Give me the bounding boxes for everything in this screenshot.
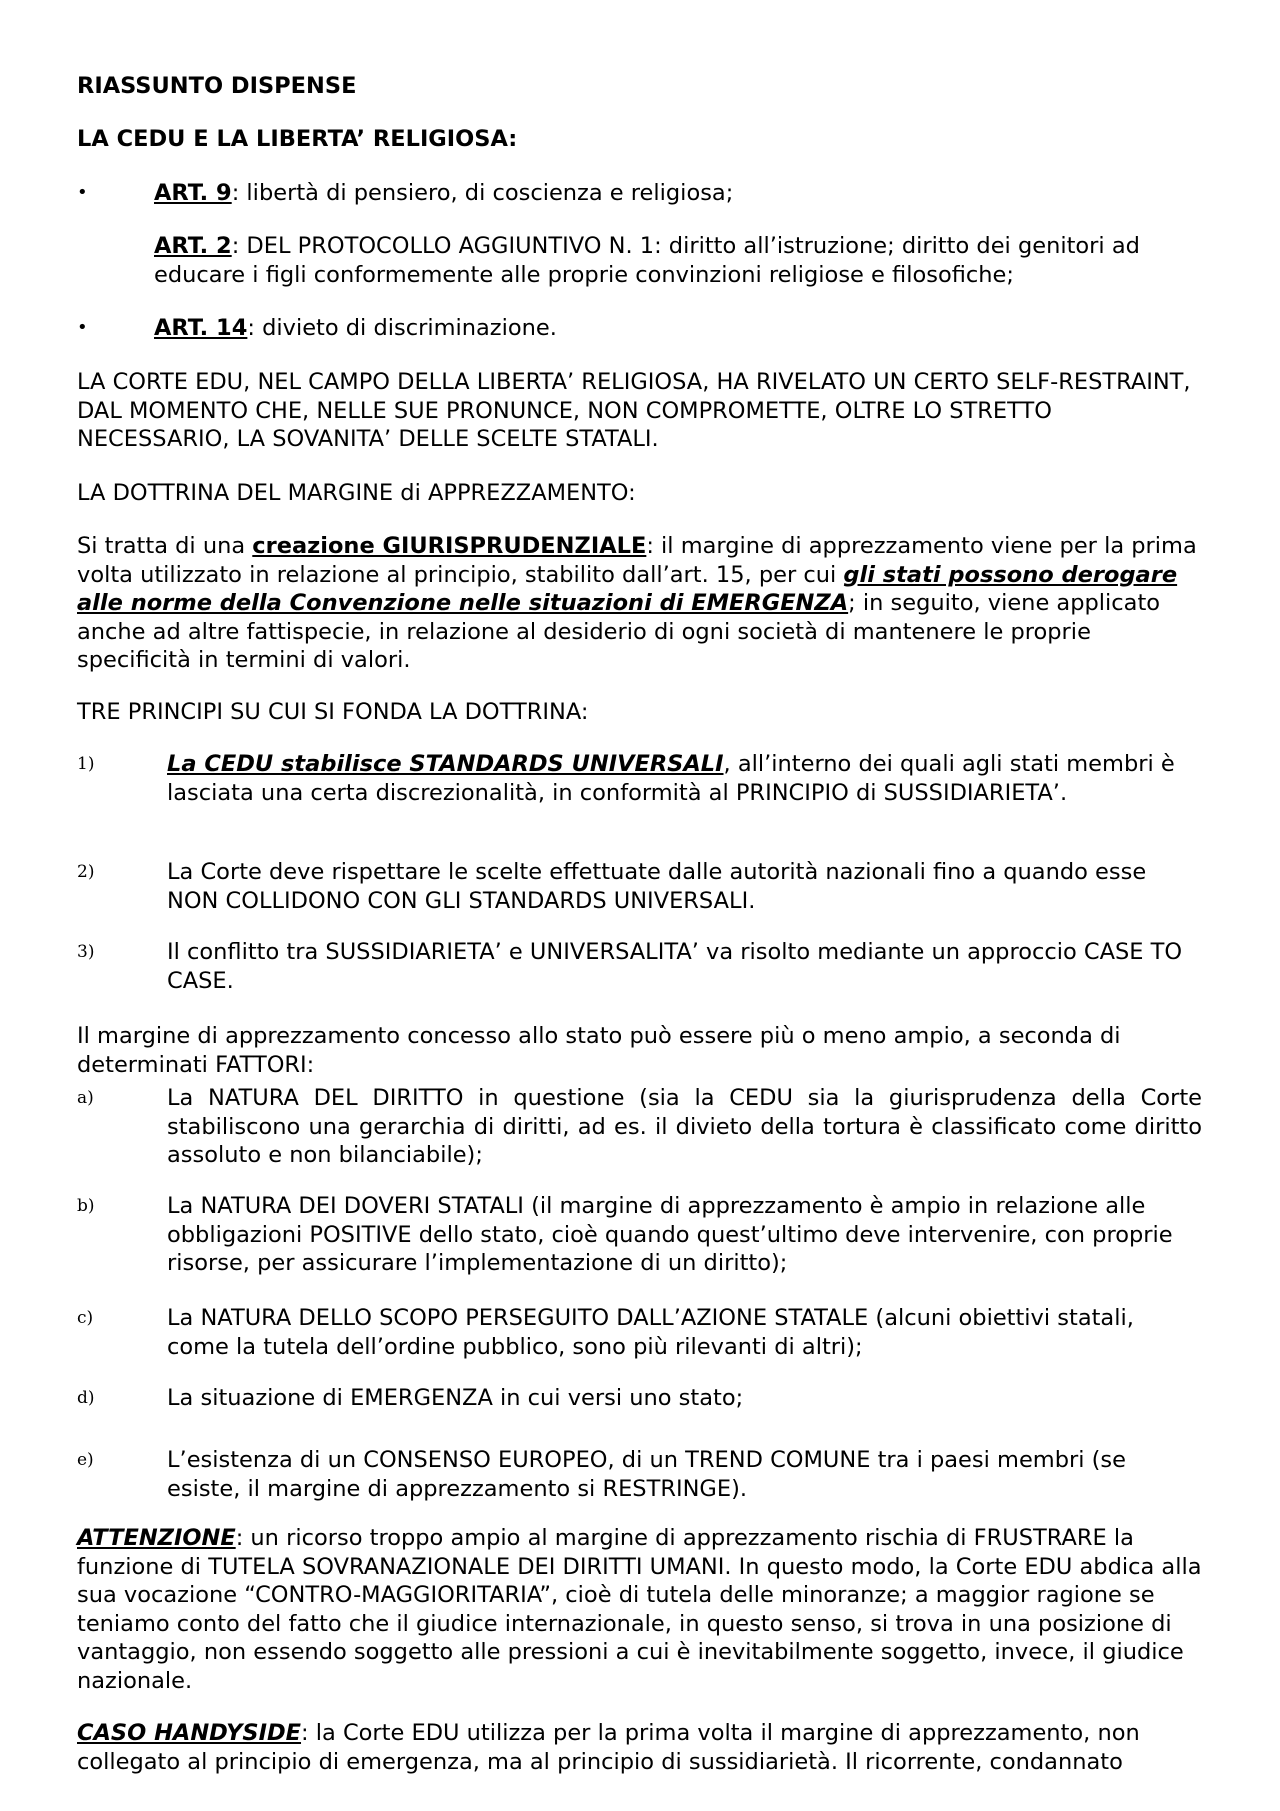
article-text — [154, 314, 1202, 343]
document-title: RIASSUNTO DISPENSE — [77, 73, 357, 99]
attenzione-paragraph — [77, 1524, 1202, 1695]
article-ref: ART. 2 — [154, 233, 232, 259]
principle-body: , all’interno dei quali agli stati membri è lasciata una certa discrezionalità, in conformità al PRINCIPIO di SUSSIDIARIETA’. — [167, 751, 1175, 806]
self-restraint-paragraph: LA CORTE EDU, NEL CAMPO DELLA LIBERTA’ RELIGIOSA, HA RIVELATO UN CERTO SELF-RESTRAINT, DAL MOMENTO CHE, NELLE SUE PRONUNCE, NON COMPROMETTE, OLTRE LO STRETTO NECESSARIO, LA SOVANITA’ DELLE SCELTE STATALI. — [77, 369, 1191, 452]
list-marker: a) — [77, 1088, 94, 1108]
attenzione-label: ATTENZIONE — [77, 1525, 236, 1551]
margin-text: ; in seguito, viene applicato anche ad altre fattispecie, in relazione al desiderio di ogni società di mantenere le proprie specificità in termini di valori. — [77, 590, 1161, 673]
factors-intro: Il margine di apprezzamento concesso allo stato può essere più o meno ampio, a seconda di determinati FATTORI: — [77, 1023, 1121, 1078]
factor-text: La NATURA DEL DIRITTO in questione (sia la CEDU sia la giurisprudenza della Corte stabiliscono una gerarchia di diritti, ad es. il divieto della tortura è classificato come diritto assoluto e non bilanciabile); — [167, 1085, 1202, 1168]
factor-text: La NATURA DELLO SCOPO PERSEGUITO DALL’AZIONE STATALE (alcuni obiettivi statali, come la tutela dell’ordine pubblico, sono più rilevanti di altri); — [167, 1305, 1134, 1360]
handyside-paragraph — [77, 1719, 1202, 1776]
factor-text: La NATURA DEI DOVERI STATALI (il margine di apprezzamento è ampio in relazione alle obbligazioni POSITIVE dello stato, cioè quando quest’ultimo deve intervenire, con proprie risorse, per assicurare l’implementazione di un diritto); — [167, 1193, 1173, 1276]
principle-text — [167, 750, 1202, 807]
section-heading: LA CEDU E LA LIBERTA’ RELIGIOSA: — [77, 126, 518, 152]
article-desc: : libertà di pensiero, di coscienza e religiosa; — [231, 180, 734, 206]
list-marker: c) — [77, 1308, 94, 1328]
list-marker: 3) — [77, 942, 95, 962]
principle-emphasis: La CEDU stabilisce STANDARDS UNIVERSALI — [167, 751, 724, 777]
factor-text: L’esistenza di un CONSENSO EUROPEO, di un TREND COMUNE tra i paesi membri (se esiste, il margine di apprezzamento si RESTRINGE). — [167, 1447, 1126, 1502]
article-text — [154, 232, 1202, 289]
list-marker: d) — [77, 1388, 95, 1408]
handyside-label: CASO HANDYSIDE — [77, 1720, 302, 1746]
margin-heading: LA DOTTRINA DEL MARGINE di APPREZZAMENTO: — [77, 480, 636, 506]
bullet-marker: • — [77, 317, 88, 338]
margin-paragraph — [77, 532, 1202, 675]
list-marker: 1) — [77, 754, 95, 774]
article-desc: : DEL PROTOCOLLO AGGIUNTIVO N. 1: diritto all’istruzione; diritto dei genitori ad educare i figli conformemente alle proprie convinzioni religiose e filosofiche; — [154, 233, 1140, 288]
margin-text: Si tratta di una — [77, 533, 253, 559]
article-text — [154, 179, 1202, 208]
list-marker: e) — [77, 1450, 94, 1470]
principle-text: La Corte deve rispettare le scelte effettuate dalle autorità nazionali fino a quando esse NON COLLIDONO CON GLI STANDARDS UNIVERSALI. — [167, 859, 1147, 914]
article-ref: ART. 9 — [154, 180, 232, 206]
margin-emphasis: alle norme della Convenzione nelle situazioni di EMERGENZA — [77, 590, 849, 616]
bullet-marker: • — [77, 182, 88, 203]
article-ref: ART. 14 — [154, 315, 248, 341]
article-desc: : divieto di discriminazione. — [247, 315, 557, 341]
list-marker: 2) — [77, 862, 95, 882]
margin-emphasis: creazione GIURISPRUDENZIALE — [252, 533, 647, 559]
factor-text: La situazione di EMERGENZA in cui versi uno stato; — [167, 1385, 744, 1411]
principle-text: Il conflitto tra SUSSIDIARIETA’ e UNIVERSALITA’ va risolto mediante un approccio CASE TO CASE. — [167, 939, 1183, 994]
margin-text: : il margine di apprezzamento viene per la prima volta utilizzato in relazione al principio, stabilito dall’art. 15, per cui — [77, 533, 1197, 588]
principles-heading: TRE PRINCIPI SU CUI SI FONDA LA DOTTRINA: — [77, 699, 589, 725]
margin-emphasis: gli stati possono derogare — [843, 561, 1178, 588]
handyside-text: : la Corte EDU utilizza per la prima volta il margine di apprezzamento, non collegato al principio di emergenza, ma al principio di sussidiarietà. Il ricorrente, condannato — [77, 1720, 1140, 1775]
list-marker: b) — [77, 1196, 95, 1216]
attenzione-text: : un ricorso troppo ampio al margine di apprezzamento rischia di FRUSTRARE la funzione di TUTELA SOVRANAZIONALE DEI DIRITTI UMANI. In questo modo, la Corte EDU abdica alla sua vocazione “CONTRO-MAGGIORITARIA”, cioè di tutela delle minoranze; a maggior ragione se teniamo conto del fatto che il giudice internazionale, in questo senso, si trova in una posizione di vantaggio, non essendo soggetto alle pressioni a cui è inevitabilmente soggetto, invece, il giudice nazionale. — [77, 1525, 1202, 1694]
